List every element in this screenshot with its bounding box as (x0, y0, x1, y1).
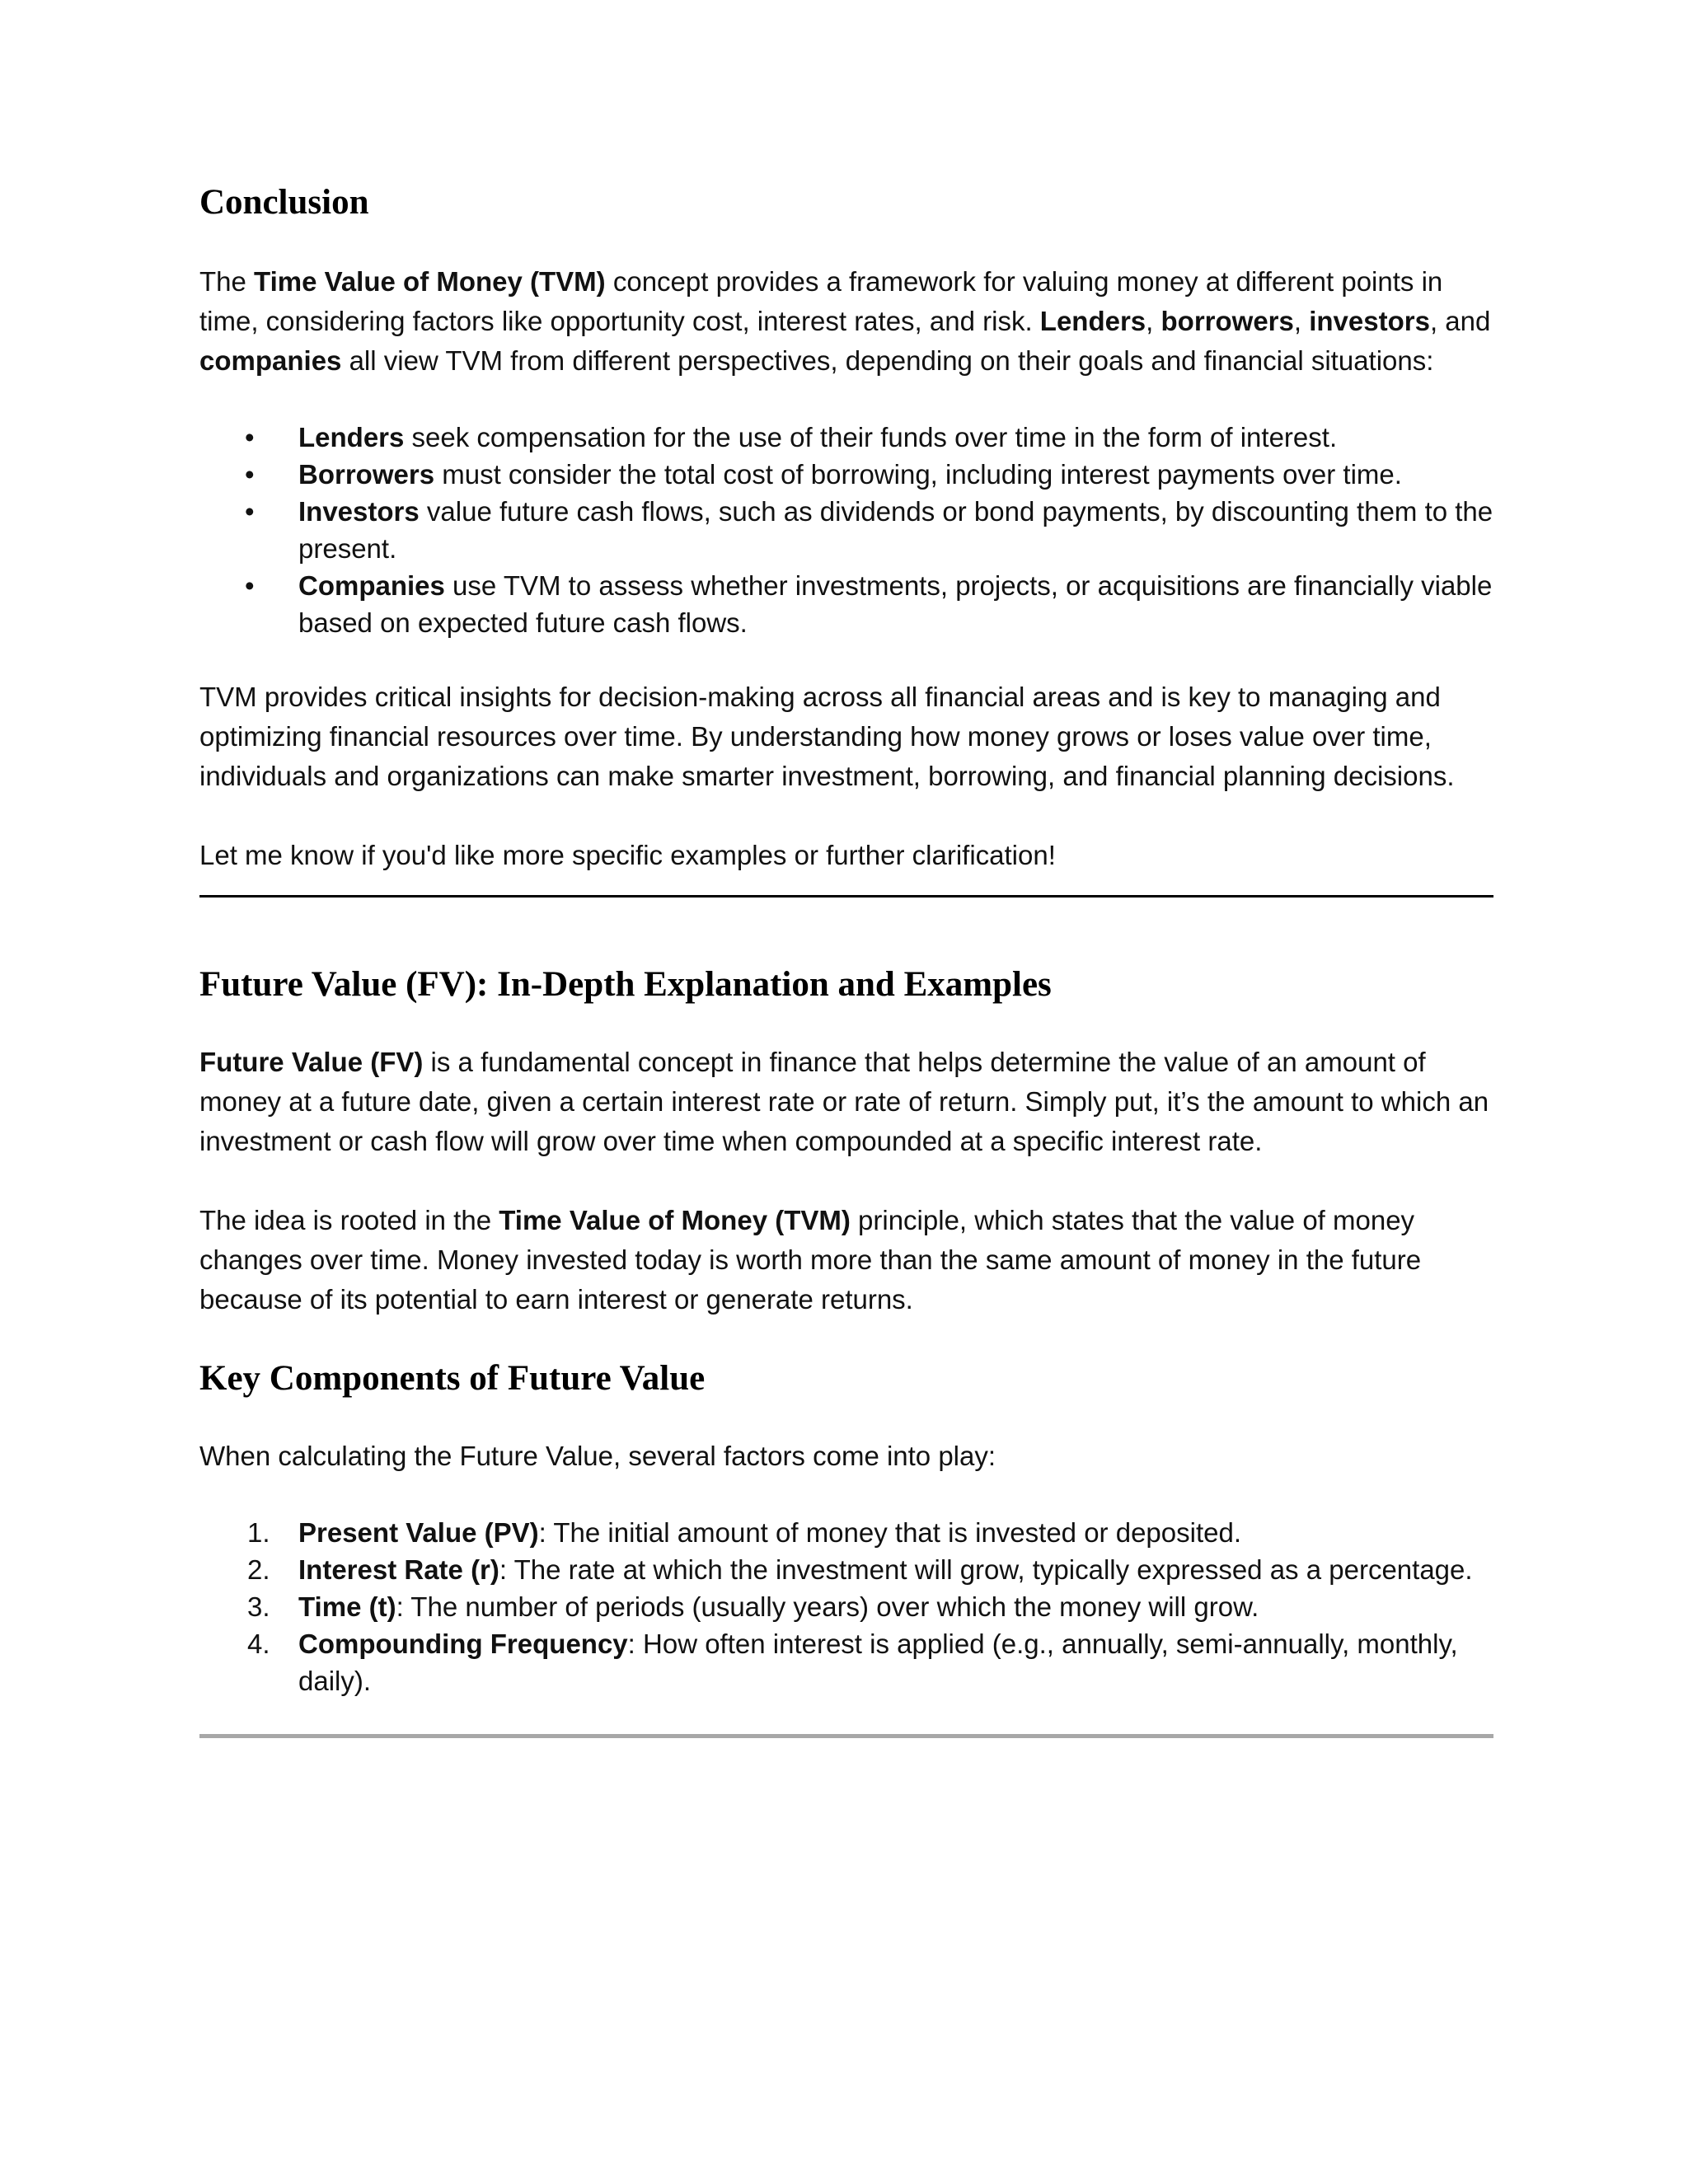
section-divider (199, 895, 1493, 898)
bold-term: Investors (298, 496, 420, 527)
conclusion-heading: Conclusion (199, 183, 369, 222)
future-value-definition-paragraph (199, 1043, 1493, 1161)
bullet-marker: • (245, 496, 255, 527)
list-item (199, 1551, 1493, 1588)
list-item-text: : The rate at which the investment will grow, typically expressed as a percentage. (499, 1554, 1473, 1585)
bold-term: Future Value (FV) (199, 1047, 424, 1077)
bold-term: Present Value (PV) (298, 1517, 539, 1548)
list-number: 1. (247, 1517, 270, 1548)
perspectives-bullet-list (199, 419, 1493, 641)
list-item (199, 567, 1493, 641)
conclusion-intro-paragraph (199, 262, 1493, 381)
text-run: all view TVM from different perspectives, depending on their goals and financial situations: (341, 345, 1434, 376)
conclusion-summary-paragraph: TVM provides critical insights for decision-making across all financial areas and is key to managing and optimizing financial resources over time. By understanding how money grows or loses value over time, individuals and organizations can make smarter investment, borrowing, and financial planning decisions. (199, 682, 1455, 791)
key-components-heading: Key Components of Future Value (199, 1359, 706, 1398)
list-number: 4. (247, 1629, 270, 1659)
list-item-text: seek compensation for the use of their funds over time in the form of interest. (404, 422, 1338, 452)
text-run: principle, which states that the value of money changes over time. Money invested today is worth more than the same amount of money in the future because of its potential to earn interest or generate returns. (199, 1205, 1422, 1315)
bullet-marker: • (245, 570, 255, 601)
document-page (199, 181, 1493, 1738)
list-item (199, 1625, 1493, 1699)
list-number: 2. (247, 1554, 270, 1585)
future-value-heading: Future Value (FV): In-Depth Explanation and Examples (199, 965, 1052, 1004)
bold-term: borrowers (1160, 306, 1294, 336)
bold-term: Compounding Frequency (298, 1629, 628, 1659)
list-item (199, 1588, 1493, 1625)
text-run: concept provides a framework for valuing money at different points in time, considering factors like opportunity cost, interest rates, and risk. (199, 266, 1443, 336)
bold-term: investors (1309, 306, 1430, 336)
components-numbered-list (199, 1514, 1493, 1699)
list-item-text: must consider the total cost of borrowing, including interest payments over time. (434, 459, 1402, 490)
list-item-text: : The initial amount of money that is invested or deposited. (538, 1517, 1242, 1548)
bold-term: Lenders (298, 422, 405, 452)
horizontal-rule (199, 1734, 1493, 1738)
bullet-marker: • (245, 422, 255, 452)
list-number: 3. (247, 1591, 270, 1622)
list-item (199, 493, 1493, 567)
bold-term: companies (199, 345, 342, 376)
key-components-intro: When calculating the Future Value, several factors come into play: (199, 1441, 996, 1471)
list-item-text: : How often interest is applied (e.g., annually, semi-annually, monthly, daily). (298, 1629, 1458, 1696)
text-run: , (1146, 306, 1161, 336)
text-run: , and (1429, 306, 1491, 336)
bold-term: Borrowers (298, 459, 435, 490)
list-item-text: value future cash flows, such as dividends or bond payments, by discounting them to the present. (298, 496, 1493, 564)
text-run: The (199, 266, 255, 297)
bold-term: Lenders (1039, 306, 1146, 336)
list-item (199, 456, 1493, 493)
closing-paragraph: Let me know if you'd like more specific examples or further clarification! (199, 840, 1056, 870)
list-item-text: use TVM to assess whether investments, projects, or acquisitions are financially viable based on expected future cash flows. (298, 570, 1493, 638)
list-item (199, 419, 1493, 456)
bold-term: Time Value of Money (TVM) (254, 266, 606, 297)
text-run: , (1293, 306, 1310, 336)
list-item (199, 1514, 1493, 1551)
list-item-text: : The number of periods (usually years) over which the money will grow. (396, 1591, 1259, 1622)
text-run: The idea is rooted in the (199, 1205, 499, 1235)
text-run: is a fundamental concept in finance that helps determine the value of an amount of money at a future date, given a certain interest rate or rate of return. Simply put, it’s the amount to which an investment or cash flow will grow over time when compounded at a specific interest rate. (199, 1047, 1489, 1156)
bullet-marker: • (245, 459, 255, 490)
bold-term: Time Value of Money (TVM) (499, 1205, 851, 1235)
bold-term: Interest Rate (r) (298, 1554, 499, 1585)
tvm-principle-paragraph (199, 1201, 1493, 1319)
bold-term: Time (t) (298, 1591, 396, 1622)
bold-term: Companies (298, 570, 445, 601)
